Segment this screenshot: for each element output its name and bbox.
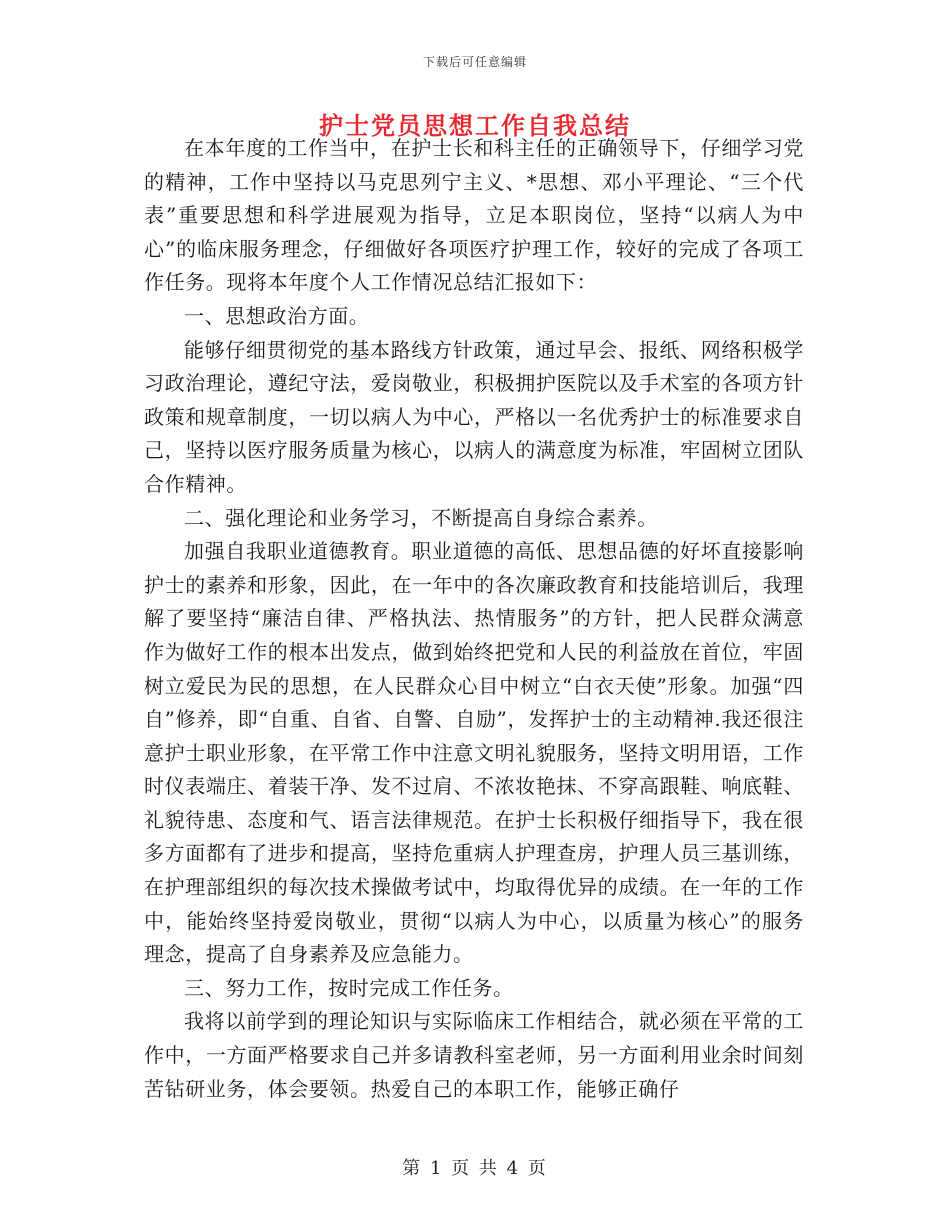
- section-heading-2: 二、强化理论和业务学习，不断提高自身综合素养。: [184, 505, 658, 530]
- page-footer: 第 1 页 共 4 页: [402, 1158, 548, 1179]
- paragraph-section-3: 我将以前学到的理论知识与实际临床工作相结合，就必须在平常的工作中，一方面严格要求自己并多请教科室老师，另一方面利用业余时间刻苦钻研业务，体会要领。热爱自己的本职工作，能够正确仔: [144, 1009, 804, 1101]
- paragraph-intro: 在本年度的工作当中，在护士长和科主任的正确领导下，仔细学习党的精神，工作中坚持以马克思列宁主义、*思想、邓小平理论、“三个代表”重要思想和科学进展观为指导，立足本职岗位，坚持“以病人为中心”的临床服务理念，仔细做好各项医疗护理工作，较好的完成了各项工作任务。现将本年度个人工作情况总结汇报如下：: [144, 136, 804, 295]
- section-heading-1: 一、思想政治方面。: [184, 303, 370, 328]
- header-note: 下载后可任意编辑: [422, 55, 527, 69]
- document-body: [144, 132, 804, 1106]
- paragraph-section-1: 能够仔细贯彻党的基本路线方针政策，通过早会、报纸、网络积极学习政治理论，遵纪守法，爱岗敬业，积极拥护医院以及手术室的各项方针政策和规章制度，一切以病人为中心，严格以一名优秀护士的标准要求自己，坚持以医疗服务质量为核心，以病人的满意度为标准，牢固树立团队合作精神。: [144, 337, 804, 496]
- document-title: 护士党员思想工作自我总结: [319, 111, 631, 140]
- paragraph-section-2: 加强自我职业道德教育。职业道德的高低、思想品德的好坏直接影响护士的素养和形象，因此，在一年中的各次廉政教育和技能培训后，我理解了要坚持“廉洁自律、严格执法、热情服务”的方针，把人民群众满意作为做好工作的根本出发点，做到始终把党和人民的利益放在首位，牢固树立爱民为民的思想，在人民群众心目中树立“白衣天使”形象。加强“四自”修养，即“自重、自省、自警、自励”，发挥护士的主动精神.我还很注意护士职业形象，在平常工作中注意文明礼貌服务，坚持文明用语，工作时仪表端庄、着装干净、发不过肩、不浓妆艳抹、不穿高跟鞋、响底鞋、礼貌待患、态度和气、语言法律规范。在护士长积极仔细指导下，我在很多方面都有了进步和提高，坚持危重病人护理查房，护理人员三基训练，在护理部组织的每次技术操做考试中，均取得优异的成绩。在一年的工作中，能始终坚持爱岗敬业，贯彻“以病人为中心，以质量为核心”的服务理念，提高了自身素养及应急能力。: [144, 539, 804, 967]
- section-heading-3: 三、努力工作，按时完成工作任务。: [184, 975, 514, 1000]
